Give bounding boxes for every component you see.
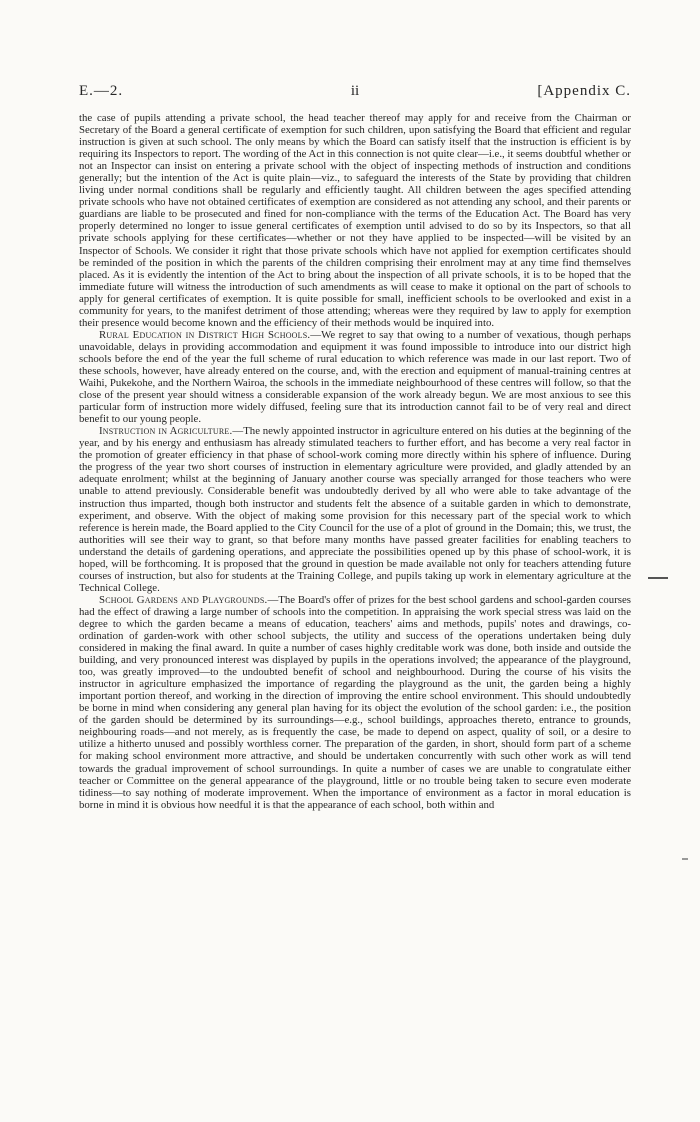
section-heading: Rural Education in District High Schools. xyxy=(99,328,311,341)
section-heading: School Gardens and Playgrounds. xyxy=(99,593,268,606)
paragraph-school-gardens xyxy=(79,594,631,811)
paragraph-text: the case of pupils attending a private school, the head teacher thereof may apply for and receive from the Chairman or Secretary of the Board a general certificate of exemption for such children, upon satisfying the Board that efficient and regular instruction is given at such school. The only means by which the Board can satisfy itself that the instruction is efficient is by requiring its Inspectors to report. The wording of the Act in this connection is not quite clear—i.e., it seems doubtful whether or not an Inspector can insist on entering a private school with the object of inspecting methods of instruction and conditions generally; but the intention of the Act is quite plain—viz., to safeguard the interests of the State by providing that children living under normal conditions shall be regularly and efficiently taught. All children between the ages specified attending private schools who have not obtained certificates of exemption are considered as not attending any school, and their parents or guardians are liable to be prosecuted and fined for non-compliance with the terms of the Education Act. The Board has very properly determined no longer to issue general certificates of exemption until advised to do so by its Inspectors, so that all private schools applying for these certificates—whether or not they have applied to be inspected—will be visited by an Inspector of Schools. We consider it right that those private schools which have not applied for exemption certificates should be reminded of the position in which the parents of the children comprising their enrolment may at any time find themselves placed. As it is evidently the intention of the Act to bring about the inspection of all private schools, it is to be hoped that the immediate future will witness the introduction of such amendments as will cease to make it optional on the part of schools to apply for general certificates of exemption. It is quite possible for small, inefficient schools to be overlooked and exist in a community for years, to the manifest detriment of those attending; whereas were they required by law to apply for exemption their presence would become known and the efficiency of their methods would be inquired into. xyxy=(79,112,631,329)
appendix-label: [Appendix C. xyxy=(537,83,631,99)
page-header xyxy=(79,83,631,107)
paragraph-text: —The newly appointed instructor in agriculture entered on his duties at the beginning of the year, and by his energy and enthusiasm has already stimulated teachers to further effort, and has become a very real factor in the promotion of greater efficiency in that phase of school-work coming more directly within his sphere of influence. During the progress of the year two short courses of instruction in elementary agriculture were provided, and gladly attended by an adequate enrolment; whilst at the beginning of January another course was specially arranged for those teachers who were unable to attend previously. Considerable benefit was undoubtedly derived by all who were able to take advantage of the instruction thus imparted, though both instructor and students felt the absence of a suitable garden in which to demonstrate, experiment, and observe. With the object of making some provision for this necessary part of the special work to which reference is herein made, the Board applied to the City Council for the use of a plot of ground in the Domain; this, we trust, the authorities will see their way to grant, so that before many months have passed greater facilities for enabling teachers to understand the details of gardening operations, and appreciate the possibilities opened up by this phase of school-work, it is hoped, will be forthcoming. It is proposed that the ground in question be made available not only for teachers attending future courses of instruction, but also for students at the Training College, and pupils taking up work in elementary agriculture at the Technical College. xyxy=(79,425,631,594)
paragraph-private-schools xyxy=(79,112,631,329)
report-code: E.—2. xyxy=(79,83,124,99)
margin-mark xyxy=(648,577,668,579)
body-text xyxy=(79,112,631,811)
paragraph-text: —The Board's offer of prizes for the best school gardens and school-garden courses had the effect of drawing a large number of schools into the competition. In appraising the work special stress was laid on the degree to which the garden became a means of education, teachers' aims and methods, pupils' notes and drawings, co-ordination of garden-work with other school subjects, the utility and success of the operations undertaken being duly considered in making the final award. In quite a number of cases highly creditable work was done, both inside and outside the building, and very pronounced interest was displayed by pupils in the operations involved; the appearance of the playground, too, was greatly improved—to the undoubted benefit of school and neighbourhood. During the course of his visits the instructor in agriculture emphasized the importance of regarding the playground as the unit, the garden being a highly important portion thereof, and working in the direction of improving the entire school environment. This should undoubtedly be borne in mind when considering any general plan having for its object the evolution of the school garden: i.e., the position of the garden should be determined by its surroundings—e.g., school buildings, approaches thereto, entrance to grounds, neighbouring roads—and not merely, as is frequently the case, be made to depend on aspect, quality of soil, or a desire to utilize a hitherto unused and possibly worthless corner. The preparation of the garden, in short, should form part of a scheme for making school environment more attractive, and should be undertaken concurrently with such other work as will tend towards the gradual improvement of school surroundings. In quite a number of cases we are unable to congratulate either teacher or Committee on the general appearance of the playground, little or no trouble being taken to secure even moderate tidiness—to say nothing of moderate improvement. When the importance of environment as a factor in moral education is borne in mind it is obvious how needful it is that the appearance of each school, both within and xyxy=(79,593,631,811)
paragraph-text: —We regret to say that owing to a number of vexatious, though perhaps unavoidable, delays in providing accommodation and equipment it was found impossible to introduce into our district high schools before the end of the year the full scheme of rural education to which reference was made in our last report. Two of these schools, however, have already entered on the course, and, with the erection and equipment of manual-training centres at Waihi, Pukekohe, and the Northern Wairoa, the schools in the immediate neighbourhood of these centres will follow, so that the close of the present year should witness a considerable expansion of the work already begun. We are most anxious to see this particular form of instruction more widely diffused, feeling sure that its introduction cannot fail to be of very real and direct benefit to our young people. xyxy=(79,328,631,426)
paragraph-rural-education xyxy=(79,329,631,425)
margin-mark xyxy=(682,858,688,860)
paragraph-agriculture xyxy=(79,425,631,594)
page-number: ii xyxy=(350,83,360,99)
section-heading: Instruction in Agriculture. xyxy=(99,425,233,438)
